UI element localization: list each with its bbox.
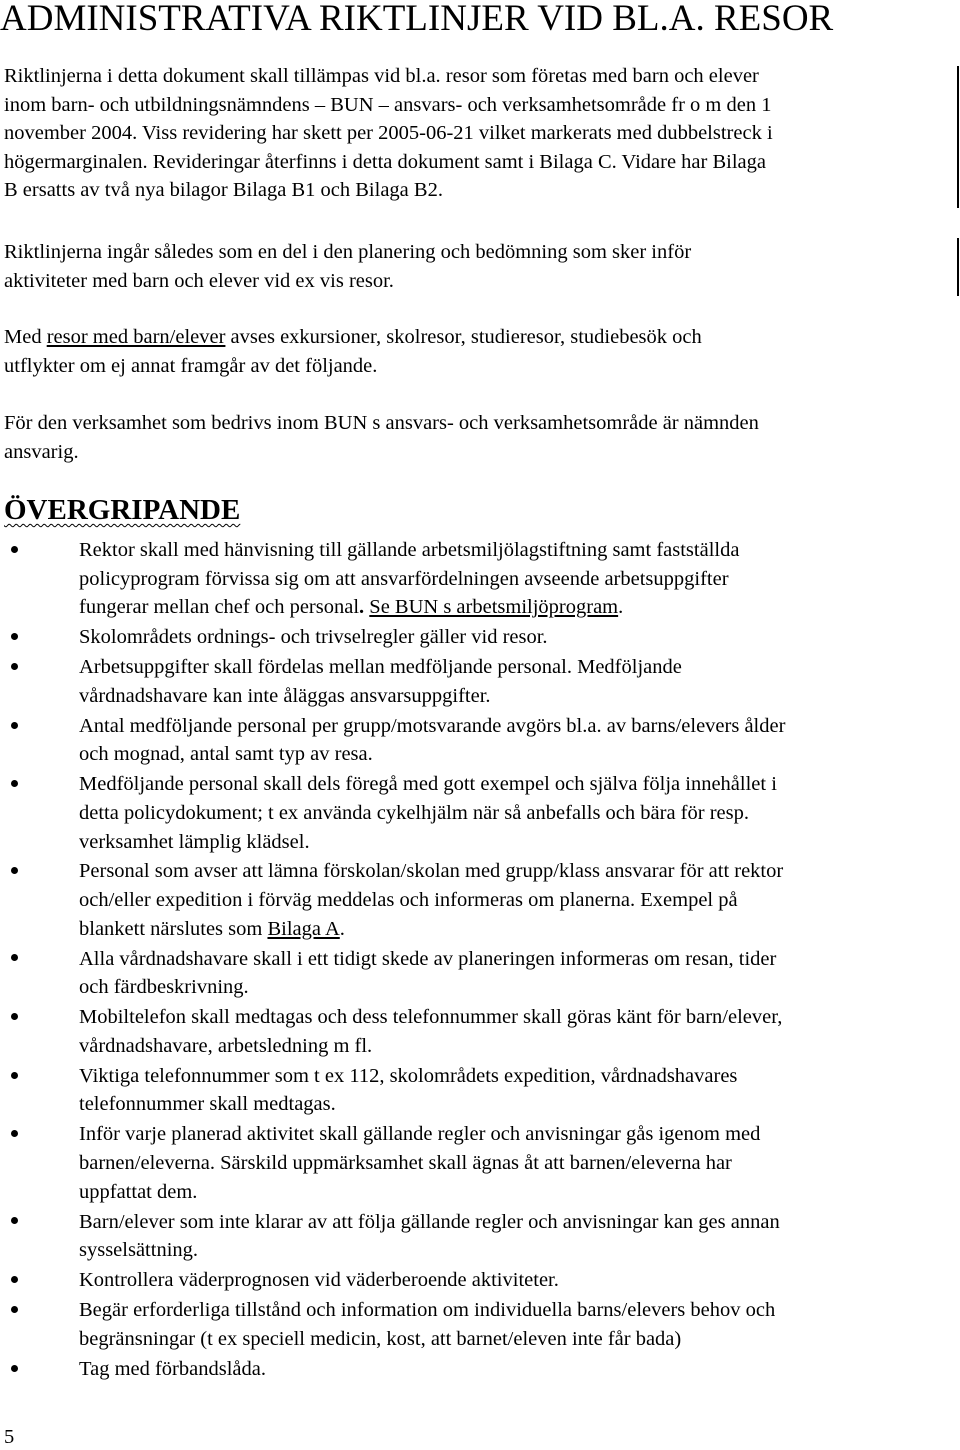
list-item-line: uppfattat dem. xyxy=(79,1180,198,1203)
list-item-line: Medföljande personal skall dels föregå med gott exempel och själva följa innehållet i xyxy=(79,773,777,796)
definition-paragraph xyxy=(4,323,944,380)
scope-line: Riktlinjerna ingår således som en del i den planering och bedömning som sker inför xyxy=(4,241,692,263)
revision-marker-bar xyxy=(957,66,959,208)
bullet-icon xyxy=(4,712,24,741)
bullet-icon xyxy=(4,770,24,799)
list-item-line: Rektor skall med hänvisning till gällande arbetsmiljölagstiftning samt fastställda xyxy=(79,539,740,561)
list-item-text: blankett närslutes som xyxy=(79,917,268,940)
bullet-icon xyxy=(4,1208,24,1237)
list-item xyxy=(0,712,960,769)
scope-line: aktiviteter med barn och elever vid ex vis resor. xyxy=(4,269,394,292)
bullet-icon xyxy=(4,623,24,652)
list-item xyxy=(0,1062,960,1119)
list-item-text: . xyxy=(339,917,345,940)
list-item xyxy=(0,536,960,622)
bullet-icon xyxy=(4,653,24,682)
bullet-icon xyxy=(4,536,24,565)
intro-line: november 2004. Viss revidering har skett per 2005-06-21 vilket markerats med dubbelstreck i xyxy=(4,122,773,145)
list-item-line: begränsningar (t ex speciell medicin, kost, att barnet/eleven inte får bada) xyxy=(79,1327,682,1350)
list-item-line: detta policydokument; t ex använda cykelhjälm när så anbefalls och bära för resp. xyxy=(79,801,749,824)
definition-term: resor med barn/elever xyxy=(46,326,226,348)
list-item xyxy=(0,1296,960,1353)
list-item-line: Begär erforderliga tillstånd och information om individuella barns/elevers behov och xyxy=(79,1299,776,1322)
list-item-line: Personal som avser att lämna förskolan/skolan med grupp/klass ansvarar för att rektor xyxy=(79,860,784,883)
list-item xyxy=(0,1120,960,1206)
list-item-line: Tag med förbandslåda. xyxy=(79,1357,266,1380)
list-item-text: fungerar mellan chef och personal xyxy=(79,596,360,619)
list-item xyxy=(0,1003,960,1060)
list-item-line: Kontrollera väderprognosen vid väderberoende aktiviteter. xyxy=(79,1269,559,1292)
list-item-line: barnen/eleverna. Särskild uppmärksamhet skall ägnas åt att barnen/eleverna har xyxy=(79,1151,732,1174)
list-item-line: Alla vårdnadshavare skall i ett tidigt skede av planeringen informeras om resan, tider xyxy=(79,947,777,970)
list-item-line: och mognad, antal samt typ av resa. xyxy=(79,743,373,766)
definition-prefix: Med xyxy=(4,326,47,348)
bilaga-a-link[interactable]: Bilaga A xyxy=(267,917,340,940)
definition-line: utflykter om ej annat framgår av det följande. xyxy=(4,354,378,377)
list-item xyxy=(0,1355,960,1384)
scope-paragraph xyxy=(4,238,944,295)
list-item-line: verksamhet lämplig klädsel. xyxy=(79,830,310,853)
responsibility-line: ansvarig. xyxy=(4,440,79,463)
responsibility-line: För den verksamhet som bedrivs inom BUN s ansvars- och verksamhetsområde är nämnden xyxy=(4,412,759,434)
list-item-line: Antal medföljande personal per grupp/motsvarande avgörs bl.a. av barns/elevers ålder xyxy=(79,714,786,737)
intro-line: inom barn- och utbildningsnämndens – BUN – ansvars- och verksamhetsområde fr o m den 1 xyxy=(4,93,772,116)
bullet-icon xyxy=(4,857,24,886)
intro-line: B ersatts av två nya bilagor Bilaga B1 och Bilaga B2. xyxy=(4,179,443,202)
bullet-icon xyxy=(4,1266,24,1295)
list-item-line: Skolområdets ordnings- och trivselregler gäller vid resor. xyxy=(79,626,548,649)
guideline-list xyxy=(0,536,960,1385)
list-item xyxy=(0,770,960,856)
page-number: 5 xyxy=(4,1426,15,1448)
section-heading: ÖVERGRIPANDE xyxy=(4,494,241,526)
bullet-icon xyxy=(4,1062,24,1091)
bullet-icon xyxy=(4,1003,24,1032)
list-item-line: Viktiga telefonnummer som t ex 112, skolområdets expedition, vårdnadshavares xyxy=(79,1064,738,1087)
arbetsmiljoprogram-link[interactable]: Se BUN s arbetsmiljöprogram xyxy=(369,596,619,619)
list-item-text: . xyxy=(359,596,370,619)
list-item-line: vårdnadshavare, arbetsledning m fl. xyxy=(79,1034,373,1057)
list-item-line: Barn/elever som inte klarar av att följa gällande regler och anvisningar kan ges annan xyxy=(79,1210,780,1233)
list-item-line: Arbetsuppgifter skall fördelas mellan medföljande personal. Medföljande xyxy=(79,656,682,679)
revision-marker-bar xyxy=(957,238,959,296)
intro-paragraph xyxy=(4,62,944,205)
definition-text: avses exkursioner, skolresor, studieresor, studiebesök och xyxy=(225,326,702,348)
list-item xyxy=(0,623,960,652)
list-item xyxy=(0,1266,960,1295)
list-item-line: telefonnummer skall medtagas. xyxy=(79,1093,336,1116)
list-item-line: Mobiltelefon skall medtagas och dess telefonnummer skall göras känt för barn/elever, xyxy=(79,1006,783,1029)
list-item xyxy=(0,653,960,710)
bullet-icon xyxy=(4,1355,24,1384)
list-item-line: Inför varje planerad aktivitet skall gällande regler och anvisningar gås igenom med xyxy=(79,1123,761,1146)
intro-line: högermarginalen. Revideringar återfinns i detta dokument samt i Bilaga C. Vidare har Bilaga xyxy=(4,150,766,173)
bullet-icon xyxy=(4,1120,24,1149)
responsibility-paragraph xyxy=(4,409,944,466)
list-item-line xyxy=(79,593,960,622)
list-item-line: policyprogram förvissa sig om att ansvarfördelningen avseende arbetsuppgifter xyxy=(79,567,729,590)
list-item-line: och färdbeskrivning. xyxy=(79,976,249,999)
list-item xyxy=(0,1208,960,1265)
list-item-text: . xyxy=(618,596,624,619)
document-title: ADMINISTRATIVA RIKTLINJER VID BL.A. RESOR xyxy=(0,0,834,39)
list-item-line xyxy=(79,915,960,944)
intro-line: Riktlinjerna i detta dokument skall tillämpas vid bl.a. resor som företas med barn och elever xyxy=(4,65,759,87)
bullet-icon xyxy=(4,1296,24,1325)
definition-line xyxy=(4,323,944,352)
bullet-icon xyxy=(4,945,24,974)
list-item-line: sysselsättning. xyxy=(79,1239,199,1262)
list-item-line: och/eller expedition i förväg meddelas och informeras om planerna. Exempel på xyxy=(79,889,738,912)
list-item xyxy=(0,945,960,1002)
list-item-line: vårdnadshavare kan inte åläggas ansvarsuppgifter. xyxy=(79,684,491,707)
list-item xyxy=(0,857,960,943)
